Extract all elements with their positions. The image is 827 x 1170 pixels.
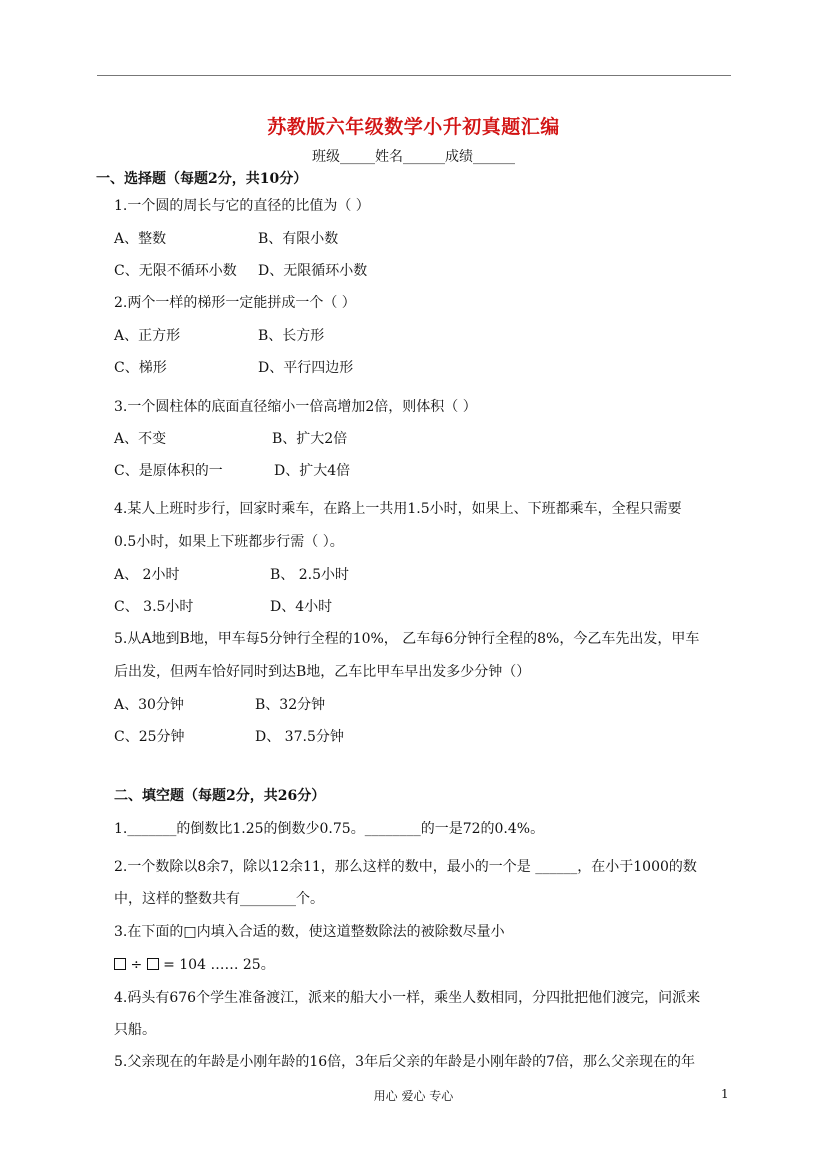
option-1-5-a: A、30分钟: [114, 697, 184, 713]
option-1-3-c: C、是原体积的一: [114, 463, 223, 479]
section-heading-choice: 一、选择题（每题2分，共10分）: [96, 171, 308, 187]
question-1-4-line1: 4.某人上班时步行，回家时乘车，在路上一共用1.5小时，如果上、下班都乘车，全程只需要: [114, 501, 682, 517]
question-2-3-equation: [114, 954, 275, 974]
option-1-3-d: D、扩大4倍: [274, 463, 351, 479]
option-1-4-a: A、 2小时: [114, 567, 180, 583]
option-1-5-b: B、32分钟: [255, 697, 326, 713]
blank-box-dividend: [114, 958, 126, 970]
question-1-1: 1.一个圆的周长与它的直径的比值为（ ）: [114, 198, 370, 214]
blank-box-divisor: [147, 958, 159, 970]
question-1-5-line2: 后出发，但两车恰好同时到达B地，乙车比甲车早出发多少分钟（）: [114, 664, 531, 680]
option-1-2-a: A、正方形: [114, 328, 181, 344]
question-2-2-line2: 中，这样的整数共有________个。: [114, 891, 324, 907]
option-1-4-c: C、 3.5小时: [114, 599, 194, 615]
page-title: 苏教版六年级数学小升初真题汇编: [267, 116, 560, 138]
option-1-3-b: B、扩大2倍: [272, 431, 348, 447]
question-1-4-line2: 0.5小时，如果上下班都步行需（ ）。: [114, 534, 344, 550]
option-1-4-b: B、 2.5小时: [270, 567, 350, 583]
page-footer: 用心 爱心 专心: [373, 1089, 454, 1103]
question-1-2: 2.两个一样的梯形一定能拼成一个（ ）: [114, 295, 356, 311]
divide-sign: ÷: [130, 957, 143, 973]
equation-rest: = 104 …… 25。: [163, 957, 275, 973]
option-1-2-b: B、长方形: [258, 328, 325, 344]
student-info-line: 班级_____姓名______成绩______: [312, 149, 515, 165]
question-2-3-line1: 3.在下面的□内填入合适的数，使这道整数除法的被除数尽量小: [114, 924, 505, 940]
section-heading-fill: 二、填空题（每题2分，共26分）: [114, 788, 326, 804]
option-1-1-b: B、有限小数: [258, 231, 339, 247]
option-1-1-d: D、无限循环小数: [258, 263, 368, 279]
option-1-3-a: A、不变: [114, 431, 167, 447]
question-1-3: 3.一个圆柱体的底面直径缩小一倍高增加2倍，则体积（ ）: [114, 399, 477, 415]
question-2-2-line1: 2.一个数除以8余7，除以12余11，那么这样的数中，最小的一个是 ______，在小于1000的数: [114, 859, 697, 875]
option-1-2-c: C、梯形: [114, 360, 167, 376]
question-1-5-line1: 5.从A地到B地，甲车每5分钟行全程的10%， 乙车每6分钟行全程的8%，今乙车先出发，甲车: [114, 631, 700, 647]
option-1-2-d: D、平行四边形: [258, 360, 354, 376]
page-number: 1: [721, 1087, 729, 1101]
question-2-5-line1: 5.父亲现在的年龄是小刚年龄的16倍，3年后父亲的年龄是小刚年龄的7倍，那么父亲现在的年: [114, 1054, 695, 1070]
question-2-4-line1: 4.码头有676个学生准备渡江，派来的船大小一样，乘坐人数相同，分四批把他们渡完，问派来: [114, 990, 701, 1006]
option-1-1-a: A、整数: [114, 231, 167, 247]
option-1-4-d: D、4小时: [270, 599, 333, 615]
option-1-5-c: C、25分钟: [114, 729, 185, 745]
option-1-5-d: D、 37.5分钟: [255, 729, 344, 745]
header-rule: [97, 75, 731, 76]
question-2-1: 1._______的倒数比1.25的倒数少0.75。________的一是72的0.4%。: [114, 821, 545, 837]
option-1-1-c: C、无限不循环小数: [114, 263, 237, 279]
question-2-4-line2: 只船。: [114, 1022, 156, 1038]
